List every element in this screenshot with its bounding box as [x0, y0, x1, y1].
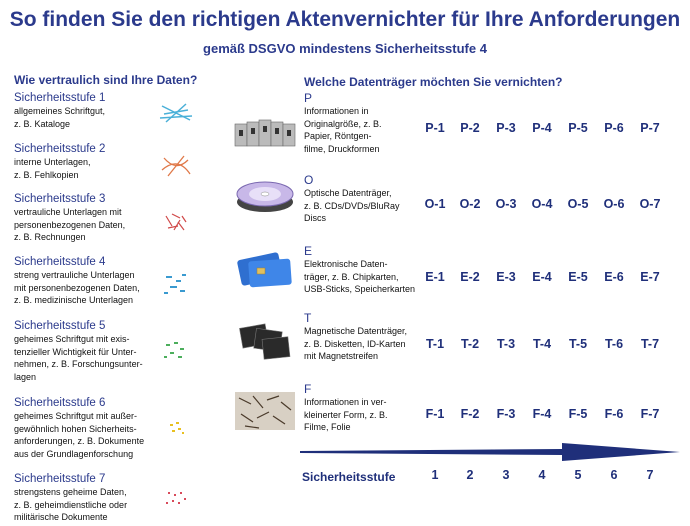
optical-discs-icon	[233, 172, 297, 218]
shred-particle-icon	[158, 414, 194, 442]
code-cell: P-7	[640, 121, 660, 135]
page-title: So finden Sie den richtigen Aktenvernichter für Ihre Anforderungen	[9, 8, 681, 31]
media-magnetic	[304, 311, 416, 363]
shred-particle-icon	[158, 270, 194, 298]
code-cell: E-7	[640, 270, 660, 284]
code-cell: E-6	[604, 270, 624, 284]
code-cell: O-2	[459, 197, 481, 211]
code-cell: E-2	[460, 270, 480, 284]
code-cell: F-4	[532, 407, 552, 421]
code-cell: E-3	[496, 270, 516, 284]
level-title: Sicherheitsstufe 2	[14, 143, 106, 155]
page-subtitle: gemäß DSGVO mindestens Sicherheitsstufe 4	[203, 41, 487, 56]
code-cell: T-4	[532, 337, 552, 351]
shred-particle-icon	[158, 484, 194, 512]
code-cell: T-6	[604, 337, 624, 351]
code-cell: P-4	[532, 121, 552, 135]
code-cell: P-2	[460, 121, 480, 135]
media-desc: Informationen in ver- kleinerter Form, z. B. Filme, Folie	[304, 397, 388, 432]
media-optical	[304, 173, 416, 225]
shred-cross-cut-icon	[158, 208, 194, 236]
level-desc: strengstens geheime Daten, z. B. geheimdienstliche oder militärische Dokumente	[14, 487, 128, 522]
media-heading: Welche Datenträger möchten Sie vernichten?	[304, 75, 563, 89]
axis-number: 2	[466, 468, 474, 482]
code-cell: E-5	[568, 270, 588, 284]
level-title: Sicherheitsstufe 1	[14, 92, 106, 104]
media-desc: Elektronische Daten- träger, z. B. Chipkarten, USB-Sticks, Speicherkarten	[304, 259, 416, 294]
media-electronic	[304, 244, 416, 296]
shred-strips-icon	[158, 100, 194, 128]
code-cell: E-4	[532, 270, 552, 284]
confidentiality-heading: Wie vertraulich sind Ihre Daten?	[14, 73, 198, 87]
chip-cards-icon	[233, 246, 297, 292]
shred-particle-icon	[158, 336, 194, 364]
media-desc: Optische Datenträger, z. B. CDs/DVDs/BluRay Discs	[304, 188, 400, 223]
axis-number: 3	[502, 468, 510, 482]
level-desc: allgemeines Schriftgut, z. B. Kataloge	[14, 106, 106, 129]
code-cell: F-6	[604, 407, 624, 421]
level-desc: streng vertrauliche Unterlagen mit personenbezogenen Daten, z. B. medizinische Unterlagen	[14, 270, 140, 305]
code-cell: F-1	[425, 407, 445, 421]
code-cell: T-3	[496, 337, 516, 351]
level-desc: geheimes Schriftgut mit außer- gewöhnlich hohen Sicherheits- anforderungen, z. B. Dokumente aus der Grundlagenforschung	[14, 411, 145, 459]
level-title: Sicherheitsstufe 5	[14, 320, 106, 332]
code-cell: P-6	[604, 121, 624, 135]
code-cell: O-5	[567, 197, 589, 211]
media-desc: Informationen in Originalgröße, z. B. Papier, Röntgen- filme, Druckformen	[304, 106, 382, 154]
code-cell: P-3	[496, 121, 516, 135]
code-cell: E-1	[425, 270, 445, 284]
code-cell: O-3	[495, 197, 517, 211]
level-desc: interne Unterlagen, z. B. Fehlkopien	[14, 157, 91, 180]
media-paper	[304, 91, 416, 155]
code-cell: T-1	[425, 337, 445, 351]
level-title: Sicherheitsstufe 6	[14, 397, 106, 409]
media-letter: O	[304, 173, 314, 187]
level-desc: geheimes Schriftgut mit exis- tenzieller Wichtigkeit für Unter- nehmen, z. B. Forschungsunter- lagen	[14, 334, 143, 382]
level-desc: vertrauliche Unterlagen mit personenbezogenen Daten, z. B. Rechnungen	[14, 207, 126, 242]
media-letter: E	[304, 244, 313, 258]
code-cell: F-3	[496, 407, 516, 421]
code-cell: F-5	[568, 407, 588, 421]
code-cell: F-2	[460, 407, 480, 421]
media-desc: Magnetische Datenträger, z. B. Disketten, ID-Karten mit Magnetstreifen	[304, 326, 408, 361]
code-cell: F-7	[640, 407, 660, 421]
axis-number: 5	[574, 468, 582, 482]
axis-number: 7	[646, 468, 654, 482]
media-letter: T	[304, 311, 312, 325]
level-title: Sicherheitsstufe 7	[14, 473, 106, 485]
axis-number: 4	[538, 468, 546, 482]
code-cell: O-6	[603, 197, 625, 211]
axis-label: Sicherheitsstufe	[302, 470, 396, 484]
code-cell: P-1	[425, 121, 445, 135]
film-strips-icon	[233, 388, 297, 434]
media-letter: P	[304, 91, 313, 105]
code-cell: T-7	[640, 337, 660, 351]
code-cell: P-5	[568, 121, 588, 135]
code-cell: O-7	[639, 197, 661, 211]
axis-arrow	[300, 440, 684, 464]
shred-strips-icon	[158, 152, 194, 180]
code-cell: T-5	[568, 337, 588, 351]
code-cell: O-1	[424, 197, 446, 211]
axis-number: 1	[431, 468, 439, 482]
magnetic-media-icon	[233, 318, 297, 364]
media-letter: F	[304, 382, 312, 396]
level-title: Sicherheitsstufe 3	[14, 193, 106, 205]
code-cell: T-2	[460, 337, 480, 351]
media-film	[304, 382, 416, 434]
paper-files-icon	[233, 110, 297, 156]
axis-number: 6	[610, 468, 618, 482]
level-title: Sicherheitsstufe 4	[14, 256, 106, 268]
code-cell: O-4	[531, 197, 553, 211]
